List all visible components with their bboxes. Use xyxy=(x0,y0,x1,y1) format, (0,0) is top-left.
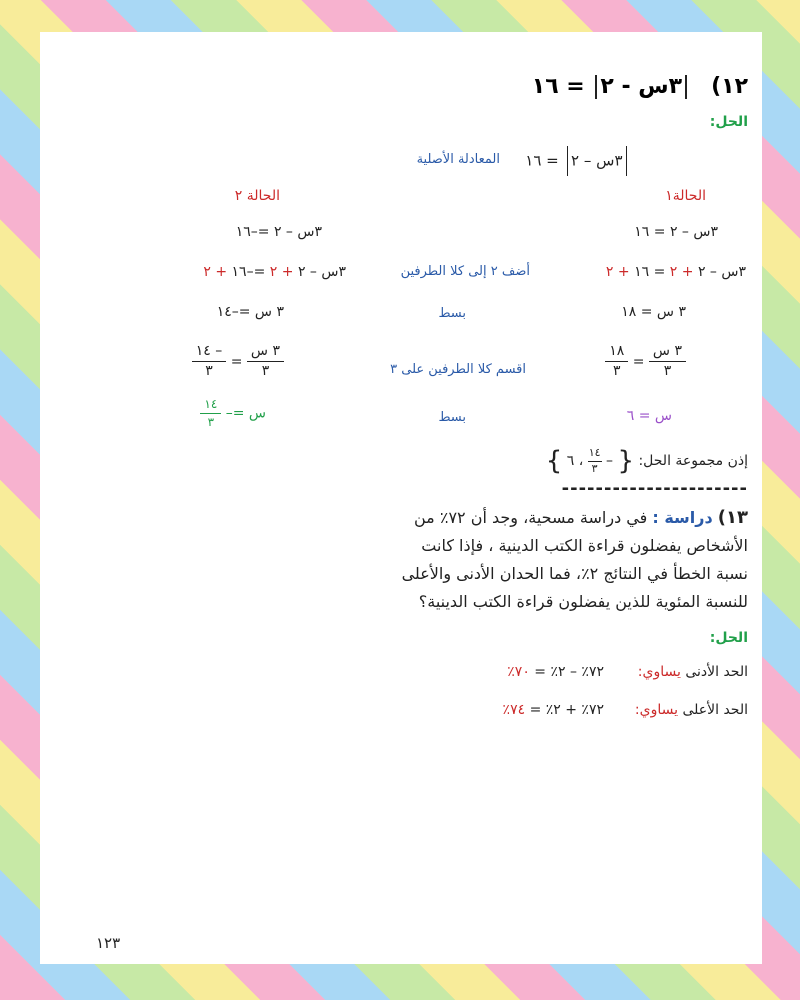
q13-text xyxy=(368,504,748,616)
original-equation xyxy=(525,146,630,176)
case2-frac-left xyxy=(247,344,284,380)
middle-add-label: أضف ٢ إلى كلا الطرفين xyxy=(400,264,530,279)
case1-title: الحالة١ xyxy=(665,188,706,204)
case1-step2-d: + ٢ xyxy=(605,264,630,280)
min-result: ٧٠٪ xyxy=(507,664,530,680)
min-label-text: الحد الأدنى xyxy=(685,664,748,680)
brace-open: { xyxy=(617,446,634,476)
q13-number: ١٣) xyxy=(717,507,748,528)
case2-step5 xyxy=(200,398,266,429)
case1-frac-right xyxy=(605,344,628,380)
brace-close: } xyxy=(545,446,563,476)
page-number: ١٢٣ xyxy=(96,934,121,952)
case2-step1: ٣س – ٢ =–١٦ xyxy=(235,224,322,240)
frac-denominator: ٣ xyxy=(205,363,213,380)
frac-denominator: ٣ xyxy=(207,415,215,430)
q13-topic: دراسة : xyxy=(652,508,713,527)
case1-step1: ٣س – ٢ = ١٦ xyxy=(634,224,718,240)
textbook-page xyxy=(40,32,762,964)
max-result: ٧٤٪ xyxy=(502,702,526,718)
abs-bar-left xyxy=(685,75,687,99)
q12-equation-left: ٣س - ٢ xyxy=(600,74,683,99)
case1-frac-left xyxy=(649,344,686,380)
q13-line1-text: في دراسة مسحية، وجد أن ٧٢٪ من xyxy=(414,508,648,527)
frac-numerator: ٣ س xyxy=(649,344,686,362)
case1-step3: ٣ س = ١٨ xyxy=(621,304,686,320)
case1-step2 xyxy=(606,264,746,280)
frac-denominator: ٣ xyxy=(591,461,598,475)
case1-step5: س = ٦ xyxy=(626,408,672,424)
frac-numerator: ١٨ xyxy=(605,344,628,362)
frac-numerator: ١٤ xyxy=(588,447,602,461)
max-label xyxy=(635,702,748,718)
original-rhs: = ١٦ xyxy=(525,151,559,170)
case1-step2-a: ٣س – ٢ xyxy=(697,264,746,280)
q13-solution-label: الحل: xyxy=(709,630,748,646)
original-expr: ٣س – ٢ xyxy=(571,151,623,170)
case2-step2-b: + ٢ xyxy=(269,264,294,280)
max-equals-word: يساوي: xyxy=(634,702,679,718)
max-expr: ٧٢٪ + ٢٪ = xyxy=(529,702,604,718)
q12-header xyxy=(532,74,748,99)
solution-frac xyxy=(588,447,602,474)
case2-step5-frac xyxy=(200,398,221,429)
q13-line2: الأشخاص يفضلون قراءة الكتب الدينية ، فإذا كانت xyxy=(421,536,748,555)
frac-numerator: – ١٤ xyxy=(192,344,227,362)
case2-step2-a: ٣س – ٢ xyxy=(297,264,346,280)
q12-equation-right: = ١٦ xyxy=(531,74,585,99)
solution-rest: ، ٦ xyxy=(566,453,584,469)
abs-bar-right xyxy=(567,146,569,176)
case1-step4 xyxy=(605,344,686,380)
min-label xyxy=(638,664,748,680)
separator-line: ---------------------- xyxy=(561,478,748,499)
q13-line4: للنسبة المئوية للذين يفضلون قراءة الكتب الدينية؟ xyxy=(418,592,748,611)
case1-step2-c: = ١٦ xyxy=(634,264,666,280)
case2-step3: ٣ س =–١٤ xyxy=(216,304,284,320)
q13-line3: نسبة الخطأ في النتائج ٢٪، فما الحدان الأدنى والأعلى xyxy=(401,564,748,583)
frac-denominator: ٣ xyxy=(261,363,270,380)
middle-simplify2: بسط xyxy=(438,410,466,425)
case2-step5-pre: س =– xyxy=(225,405,266,422)
case2-step2 xyxy=(203,264,346,280)
abs-bar-right xyxy=(595,75,597,99)
equals-sign: = xyxy=(632,353,645,370)
solution-set xyxy=(546,446,748,476)
abs-bar-left xyxy=(626,146,628,176)
q12-number: ١٢) xyxy=(711,74,748,99)
solution-neg: – xyxy=(606,453,613,469)
middle-divide: اقسم كلا الطرفين على ٣ xyxy=(390,362,526,377)
case2-step4 xyxy=(192,344,284,380)
solution-set-label: إذن مجموعة الحل: xyxy=(638,453,748,469)
equals-sign: = xyxy=(230,353,243,370)
min-equation xyxy=(507,664,604,680)
frac-numerator: ١٤ xyxy=(200,398,221,414)
max-label-text: الحد الأعلى xyxy=(682,702,748,718)
middle-simplify1: بسط xyxy=(438,306,466,321)
frac-denominator: ٣ xyxy=(663,363,672,380)
q13-line1 xyxy=(368,504,748,532)
case2-step2-c: =–١٦ xyxy=(231,264,266,280)
frac-numerator: ٣ س xyxy=(247,344,284,362)
min-expr: ٧٢٪ – ٢٪ = xyxy=(534,664,604,680)
q12-equation xyxy=(532,74,690,99)
case2-title: الحالة ٢ xyxy=(234,188,280,204)
q12-solution-label: الحل: xyxy=(709,114,748,130)
min-equals-word: يساوي: xyxy=(637,664,681,680)
frac-denominator: ٣ xyxy=(613,363,621,380)
max-equation xyxy=(503,702,604,718)
case2-step2-d: + ٢ xyxy=(203,264,228,280)
case2-frac-right xyxy=(192,344,227,380)
case1-step2-b: + ٢ xyxy=(669,264,694,280)
original-equation-label: المعادلة الأصلية xyxy=(416,152,500,167)
